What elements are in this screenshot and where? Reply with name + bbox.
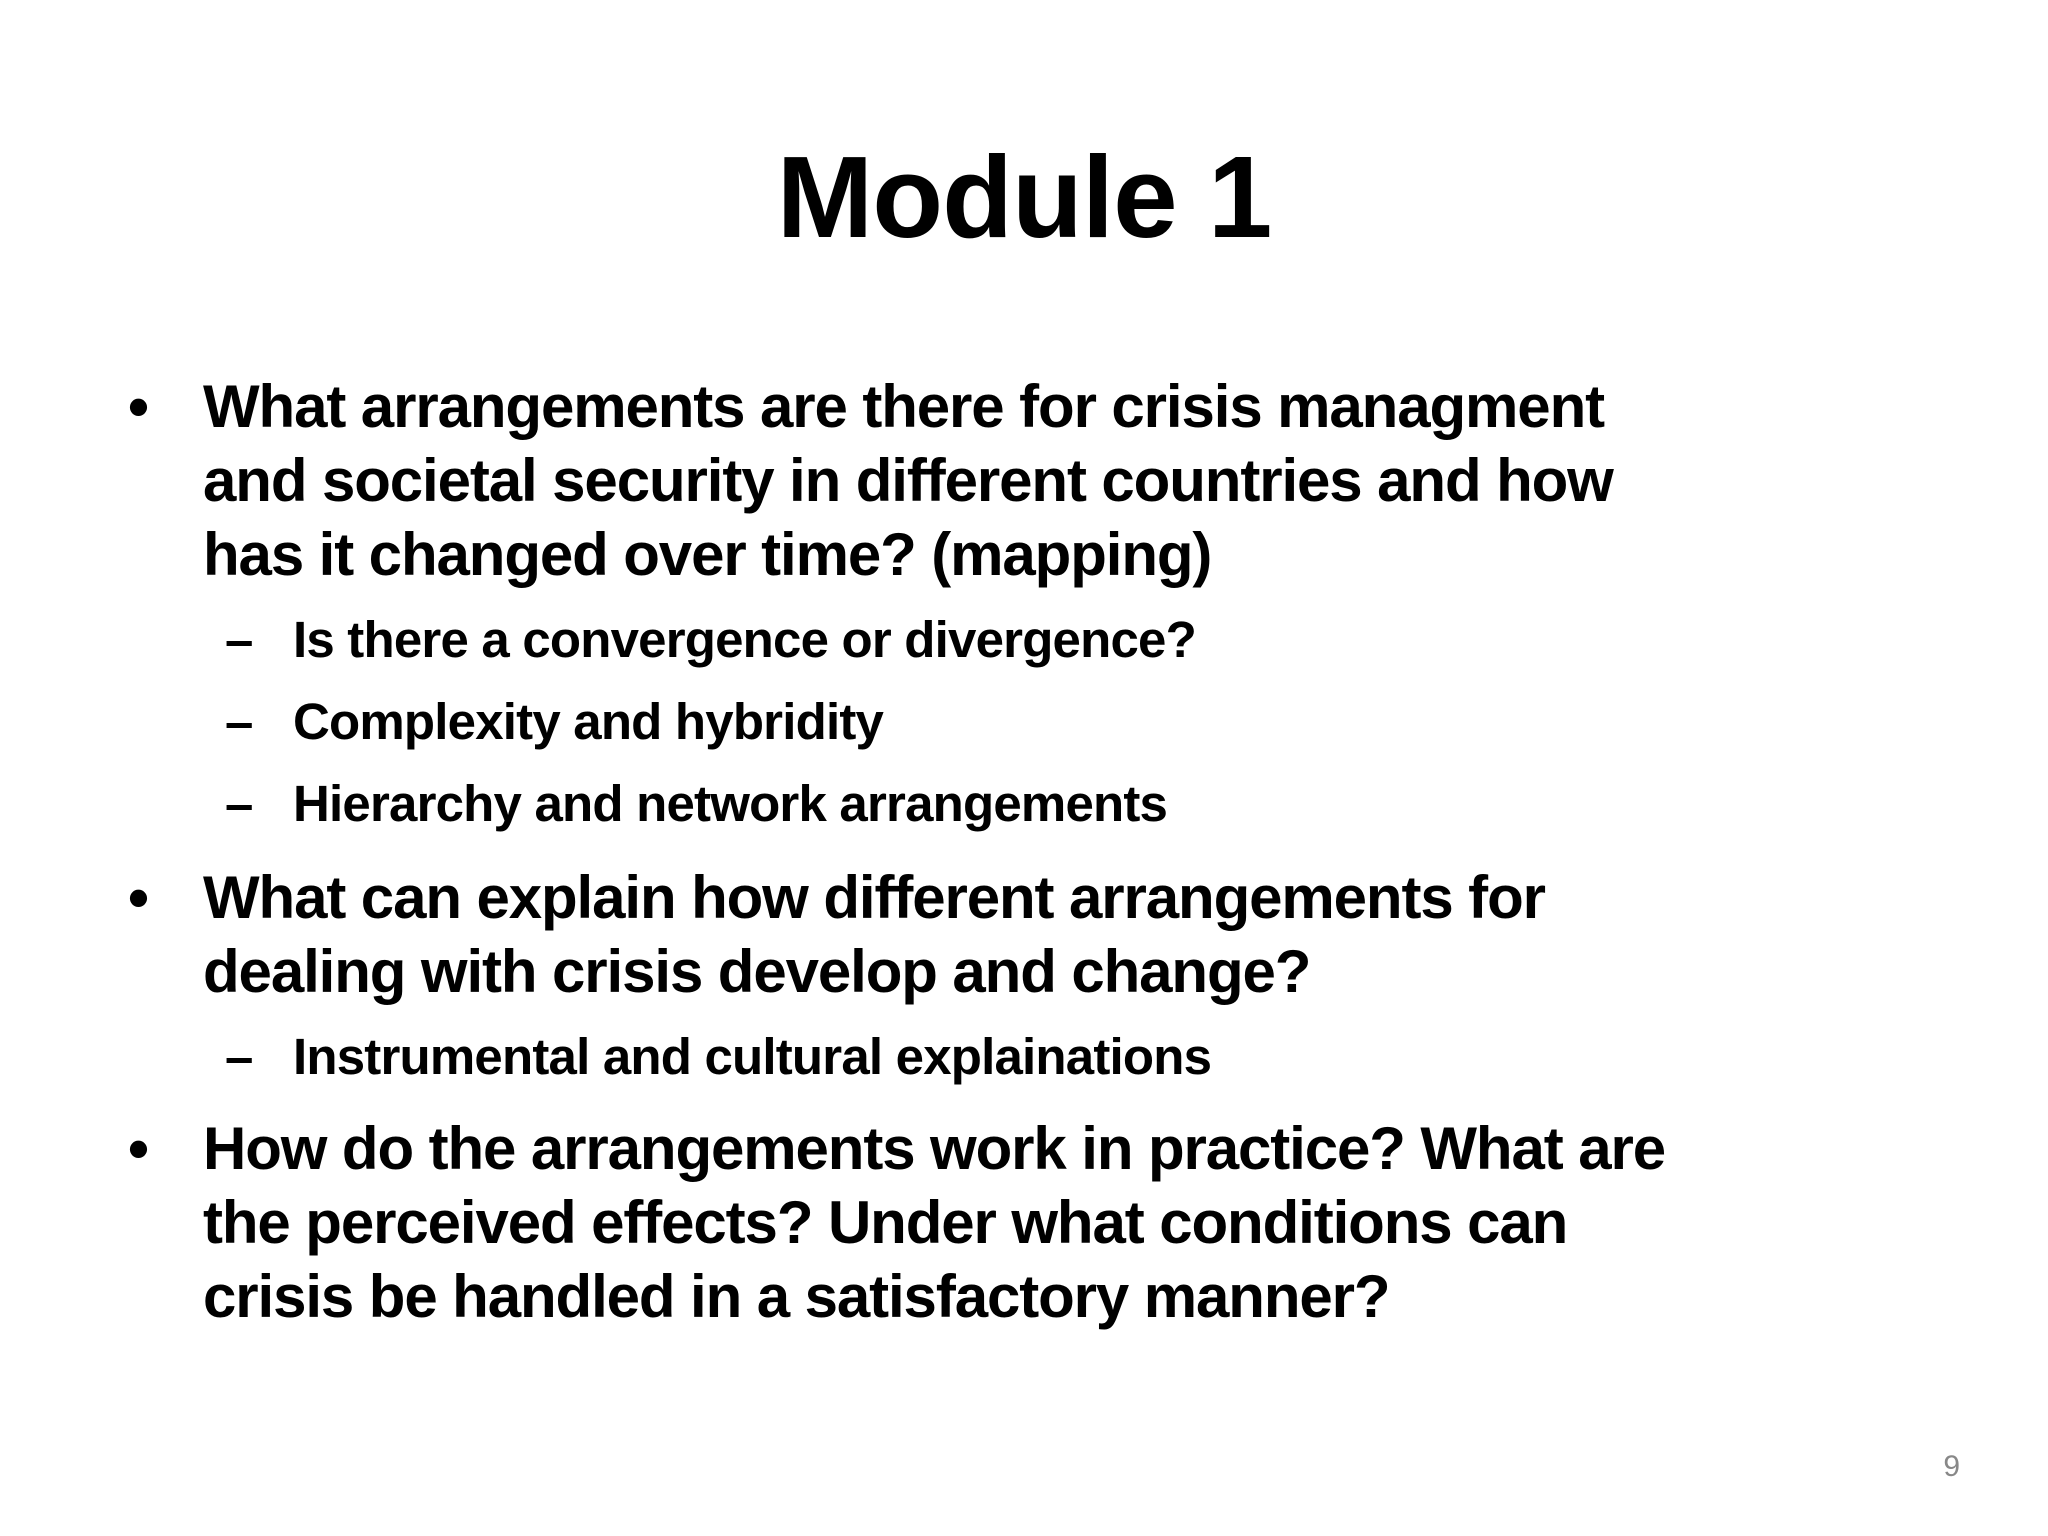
slide-title: Module 1 [776,132,1272,262]
sub-bullet-marker: – [225,693,254,750]
sub-bullet-text: Is there a convergence or divergence? [293,611,1196,668]
bullet-marker: • [128,373,150,440]
bullet-marker: • [128,864,150,931]
sub-bullet-text: Complexity and hybridity [293,693,884,750]
bullet-text: What can explain how different arrangements for dealing with crisis develop and change? [203,864,1545,1005]
sub-bullet-marker: – [225,611,254,668]
sub-bullet-marker: – [225,775,254,832]
bullet-text: How do the arrangements work in practice? What are the perceived effects? Under what conditions can crisis be handled in a satisfactory manner? [203,1115,1665,1330]
sub-bullet-text: Hierarchy and network arrangements [293,775,1168,832]
sub-bullet-text: Instrumental and cultural explainations [293,1028,1212,1085]
sub-bullet-marker: – [225,1028,254,1085]
bullet-marker: • [128,1115,150,1182]
page-number: 9 [1943,1450,1960,1483]
bullet-text: What arrangements are there for crisis managment and societal security in different countries and how has it changed over time? (mapping) [203,373,1613,588]
